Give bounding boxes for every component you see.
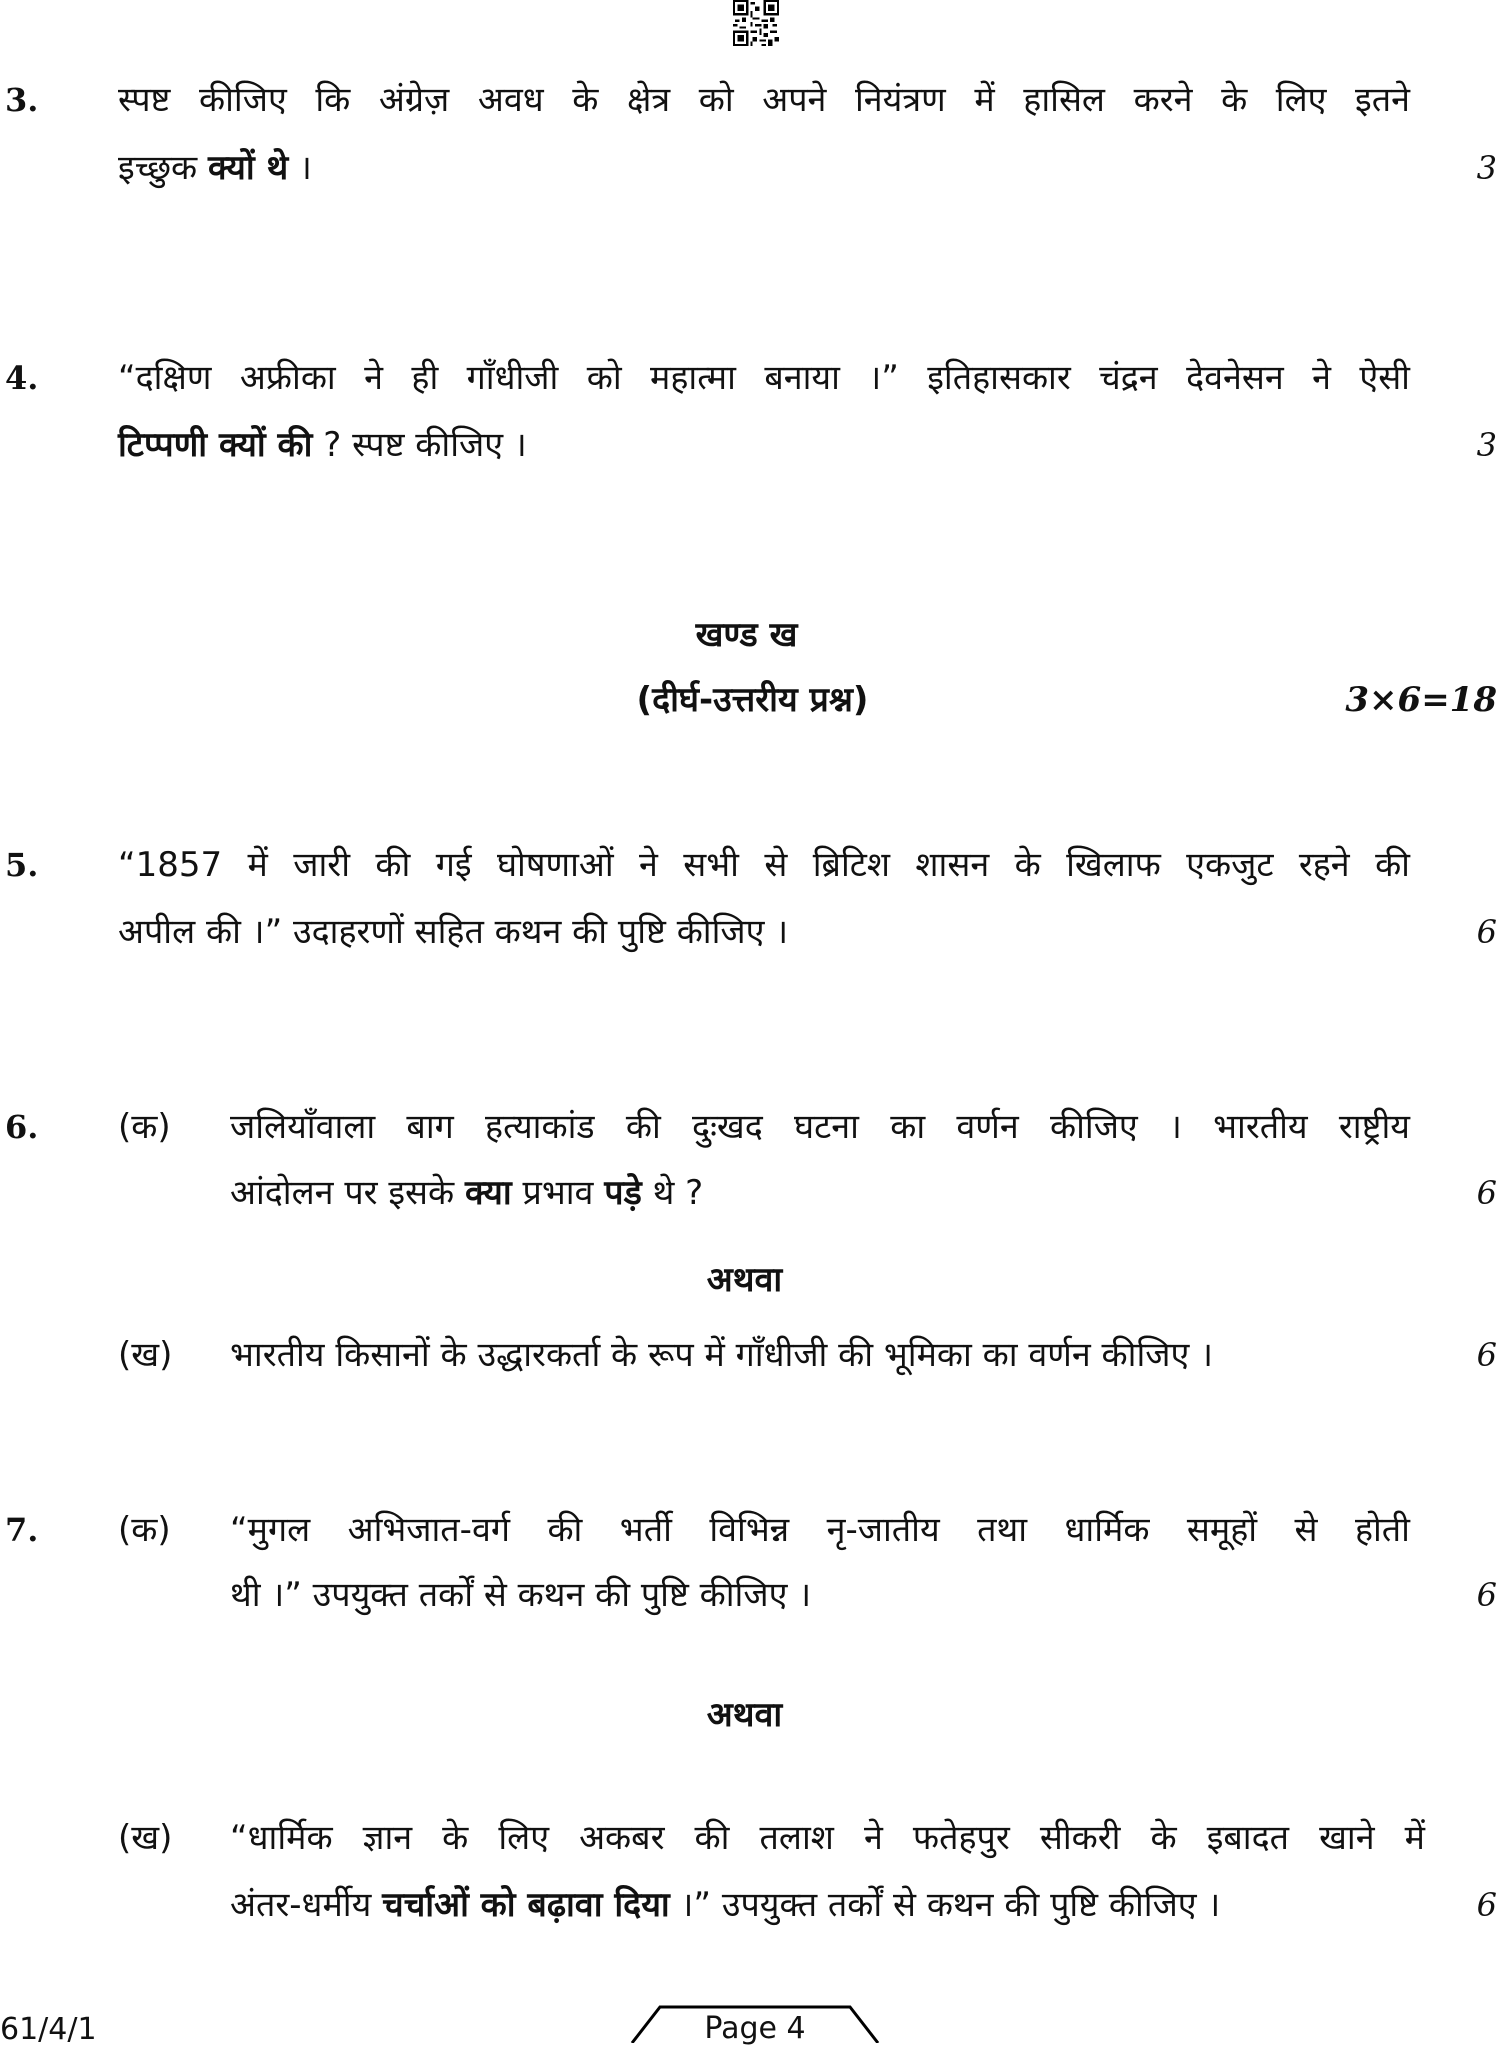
- text: अंतर-धर्मीय: [230, 1885, 383, 1925]
- marks: 3: [1476, 426, 1497, 464]
- bold-text: क्यों थे: [207, 148, 289, 188]
- section-total-marks: 3×6=18: [1345, 680, 1497, 720]
- option-label: (क): [118, 1107, 171, 1147]
- text: इच्छुक: [118, 148, 208, 188]
- text: प्रभाव: [511, 1173, 605, 1213]
- question-7b-line-2: [230, 1883, 1220, 1927]
- marks: 6: [1476, 1576, 1497, 1614]
- question-5-line-1: “1857 में जारी की गई घोषणाओं ने सभी से ब्रिटिश शासन के खिलाफ एकजुट रहने की: [118, 845, 1410, 885]
- page-label: Page 4: [704, 2011, 806, 2046]
- section-title: खण्ड ख: [695, 615, 798, 655]
- bold-text: पड़े: [604, 1173, 642, 1213]
- marks: 3: [1476, 149, 1497, 187]
- question-4-line-1: “दक्षिण अफ्रीका ने ही गाँधीजी को महात्मा बनाया ।” इतिहासकार चंद्रन देवनेसन ने ऐसी: [118, 358, 1410, 398]
- question-number: 4.: [5, 359, 39, 397]
- or-divider: अथवा: [706, 1260, 783, 1300]
- bold-text: टिप्पणी क्यों की: [118, 425, 313, 465]
- bold-text: क्या: [464, 1173, 512, 1213]
- question-3-line-1: स्पष्ट कीजिए कि अंग्रेज़ अवध के क्षेत्र को अपने नियंत्रण में हासिल करने के लिए इतने: [118, 80, 1410, 120]
- question-number: 6.: [5, 1108, 39, 1146]
- question-6a-line-2: [230, 1171, 703, 1215]
- question-number: 7.: [5, 1511, 39, 1549]
- question-7a-line-2: थी ।” उपयुक्त तर्कों से कथन की पुष्टि कीजिए ।: [230, 1575, 812, 1615]
- text: ।: [288, 148, 312, 188]
- option-label: (ख): [118, 1335, 173, 1375]
- text: आंदोलन पर इसके: [230, 1173, 465, 1213]
- qr-code-icon: [733, 0, 779, 46]
- question-3-line-2: [118, 146, 312, 190]
- marks: 6: [1476, 1336, 1497, 1374]
- or-divider: अथवा: [706, 1695, 783, 1735]
- page-number-tab: [630, 2003, 880, 2046]
- question-6a-line-1: जलियाँवाला बाग हत्याकांड की दुःखद घटना का वर्णन कीजिए । भारतीय राष्ट्रीय: [230, 1107, 1410, 1147]
- text: ।” उपयुक्त तर्कों से कथन की पुष्टि कीजिए ।: [669, 1885, 1221, 1925]
- option-label: (ख): [118, 1818, 173, 1858]
- bold-text: चर्चाओं को बढ़ावा दिया: [382, 1885, 670, 1925]
- marks: 6: [1476, 1886, 1497, 1924]
- question-7b-line-1: “धार्मिक ज्ञान के लिए अकबर की तलाश ने फतेहपुर सीकरी के इबादत खाने में: [230, 1818, 1425, 1858]
- question-6b-line-1: भारतीय किसानों के उद्धारकर्ता के रूप में गाँधीजी की भूमिका का वर्णन कीजिए ।: [230, 1335, 1213, 1375]
- question-4-line-2: [118, 423, 527, 467]
- option-label: (क): [118, 1510, 171, 1550]
- question-5-line-2: अपील की ।” उदाहरणों सहित कथन की पुष्टि कीजिए ।: [118, 912, 789, 952]
- marks: 6: [1476, 1174, 1497, 1212]
- question-7a-line-1: “मुगल अभिजात-वर्ग की भर्ती विभिन्न नृ-जातीय तथा धार्मिक समूहों से होती: [230, 1510, 1410, 1550]
- question-number: 5.: [5, 846, 39, 884]
- question-number: 3.: [5, 81, 39, 119]
- marks: 6: [1476, 913, 1497, 951]
- text: ? स्पष्ट कीजिए ।: [312, 425, 527, 465]
- paper-code: 61/4/1: [0, 2012, 97, 2047]
- section-subtitle: (दीर्घ-उत्तरीय प्रश्न): [636, 680, 869, 720]
- text: थे ?: [641, 1173, 704, 1213]
